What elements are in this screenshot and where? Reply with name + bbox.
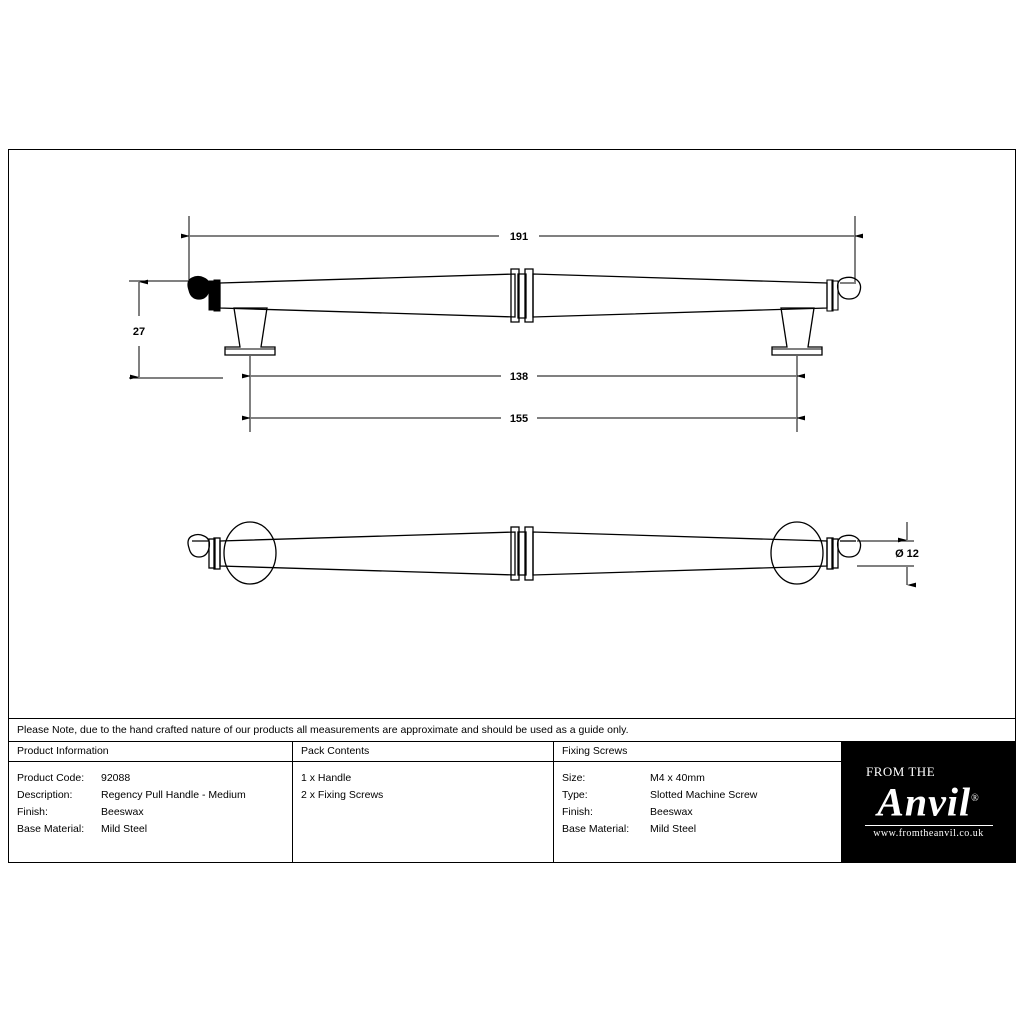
side-elevation-handle: [188, 269, 861, 355]
measurement-note: Please Note, due to the hand crafted nature of our products all measurements are approximate and should be used as a guide only.: [9, 718, 1015, 742]
screw-base-material-label: Base Material:: [562, 823, 630, 835]
screw-finish-value: Beeswax: [650, 806, 693, 818]
fixing-screws-heading: Fixing Screws: [554, 742, 841, 762]
dimension-155-label: 155: [509, 413, 529, 425]
list-item: 2 x Fixing Screws: [301, 789, 384, 801]
from-the-anvil-logo: [842, 742, 1015, 862]
product-code-value: 92088: [101, 772, 131, 784]
finish-label: Finish:: [17, 806, 48, 818]
screw-finish-label: Finish:: [562, 806, 593, 818]
dimension-dia-12-label: Ø 12: [895, 548, 919, 560]
logo-from-the-text: FROM THE: [866, 764, 936, 780]
info-table: [9, 742, 1015, 862]
table-row: [17, 804, 284, 821]
logo-divider: [865, 825, 993, 826]
screw-base-material-value: Mild Steel: [650, 823, 697, 835]
base-material-label: Base Material:: [17, 823, 85, 835]
table-row: [562, 787, 833, 804]
product-code-label: Product Code:: [17, 772, 85, 784]
finish-value: Beeswax: [101, 806, 144, 818]
table-row: [17, 787, 284, 804]
list-item: 1 x Handle: [301, 772, 352, 784]
pack-contents-column: [293, 742, 554, 862]
table-row: [562, 804, 833, 821]
screw-size-value: M4 x 40mm: [650, 772, 705, 784]
registered-trademark-icon: ®: [971, 793, 980, 805]
fixing-screws-column: [554, 742, 842, 862]
dimension-138-label: 138: [509, 371, 529, 383]
brand-logo-column: [842, 742, 1015, 862]
screw-size-label: Size:: [562, 772, 586, 784]
dimension-27-label: 27: [132, 326, 146, 338]
description-value: Regency Pull Handle - Medium: [101, 789, 246, 801]
table-row: [562, 770, 833, 787]
screw-type-value: Slotted Machine Screw: [650, 789, 758, 801]
table-row: [17, 821, 284, 838]
logo-anvil-text: Anvil®: [877, 779, 980, 825]
description-label: Description:: [17, 789, 73, 801]
screw-type-label: Type:: [562, 789, 588, 801]
pack-contents-heading: Pack Contents: [293, 742, 553, 762]
product-information-heading: Product Information: [9, 742, 292, 762]
dimension-191: [189, 216, 855, 282]
table-row: [562, 821, 833, 838]
product-information-column: [9, 742, 293, 862]
table-row: [17, 770, 284, 787]
plan-view-handle: [188, 522, 861, 584]
dimension-191-label: 191: [509, 231, 529, 243]
base-material-value: Mild Steel: [101, 823, 148, 835]
technical-drawing-sheet: [8, 149, 1016, 863]
logo-website-url: www.fromtheanvil.co.uk: [873, 827, 984, 839]
drawing-area: [9, 150, 1015, 718]
